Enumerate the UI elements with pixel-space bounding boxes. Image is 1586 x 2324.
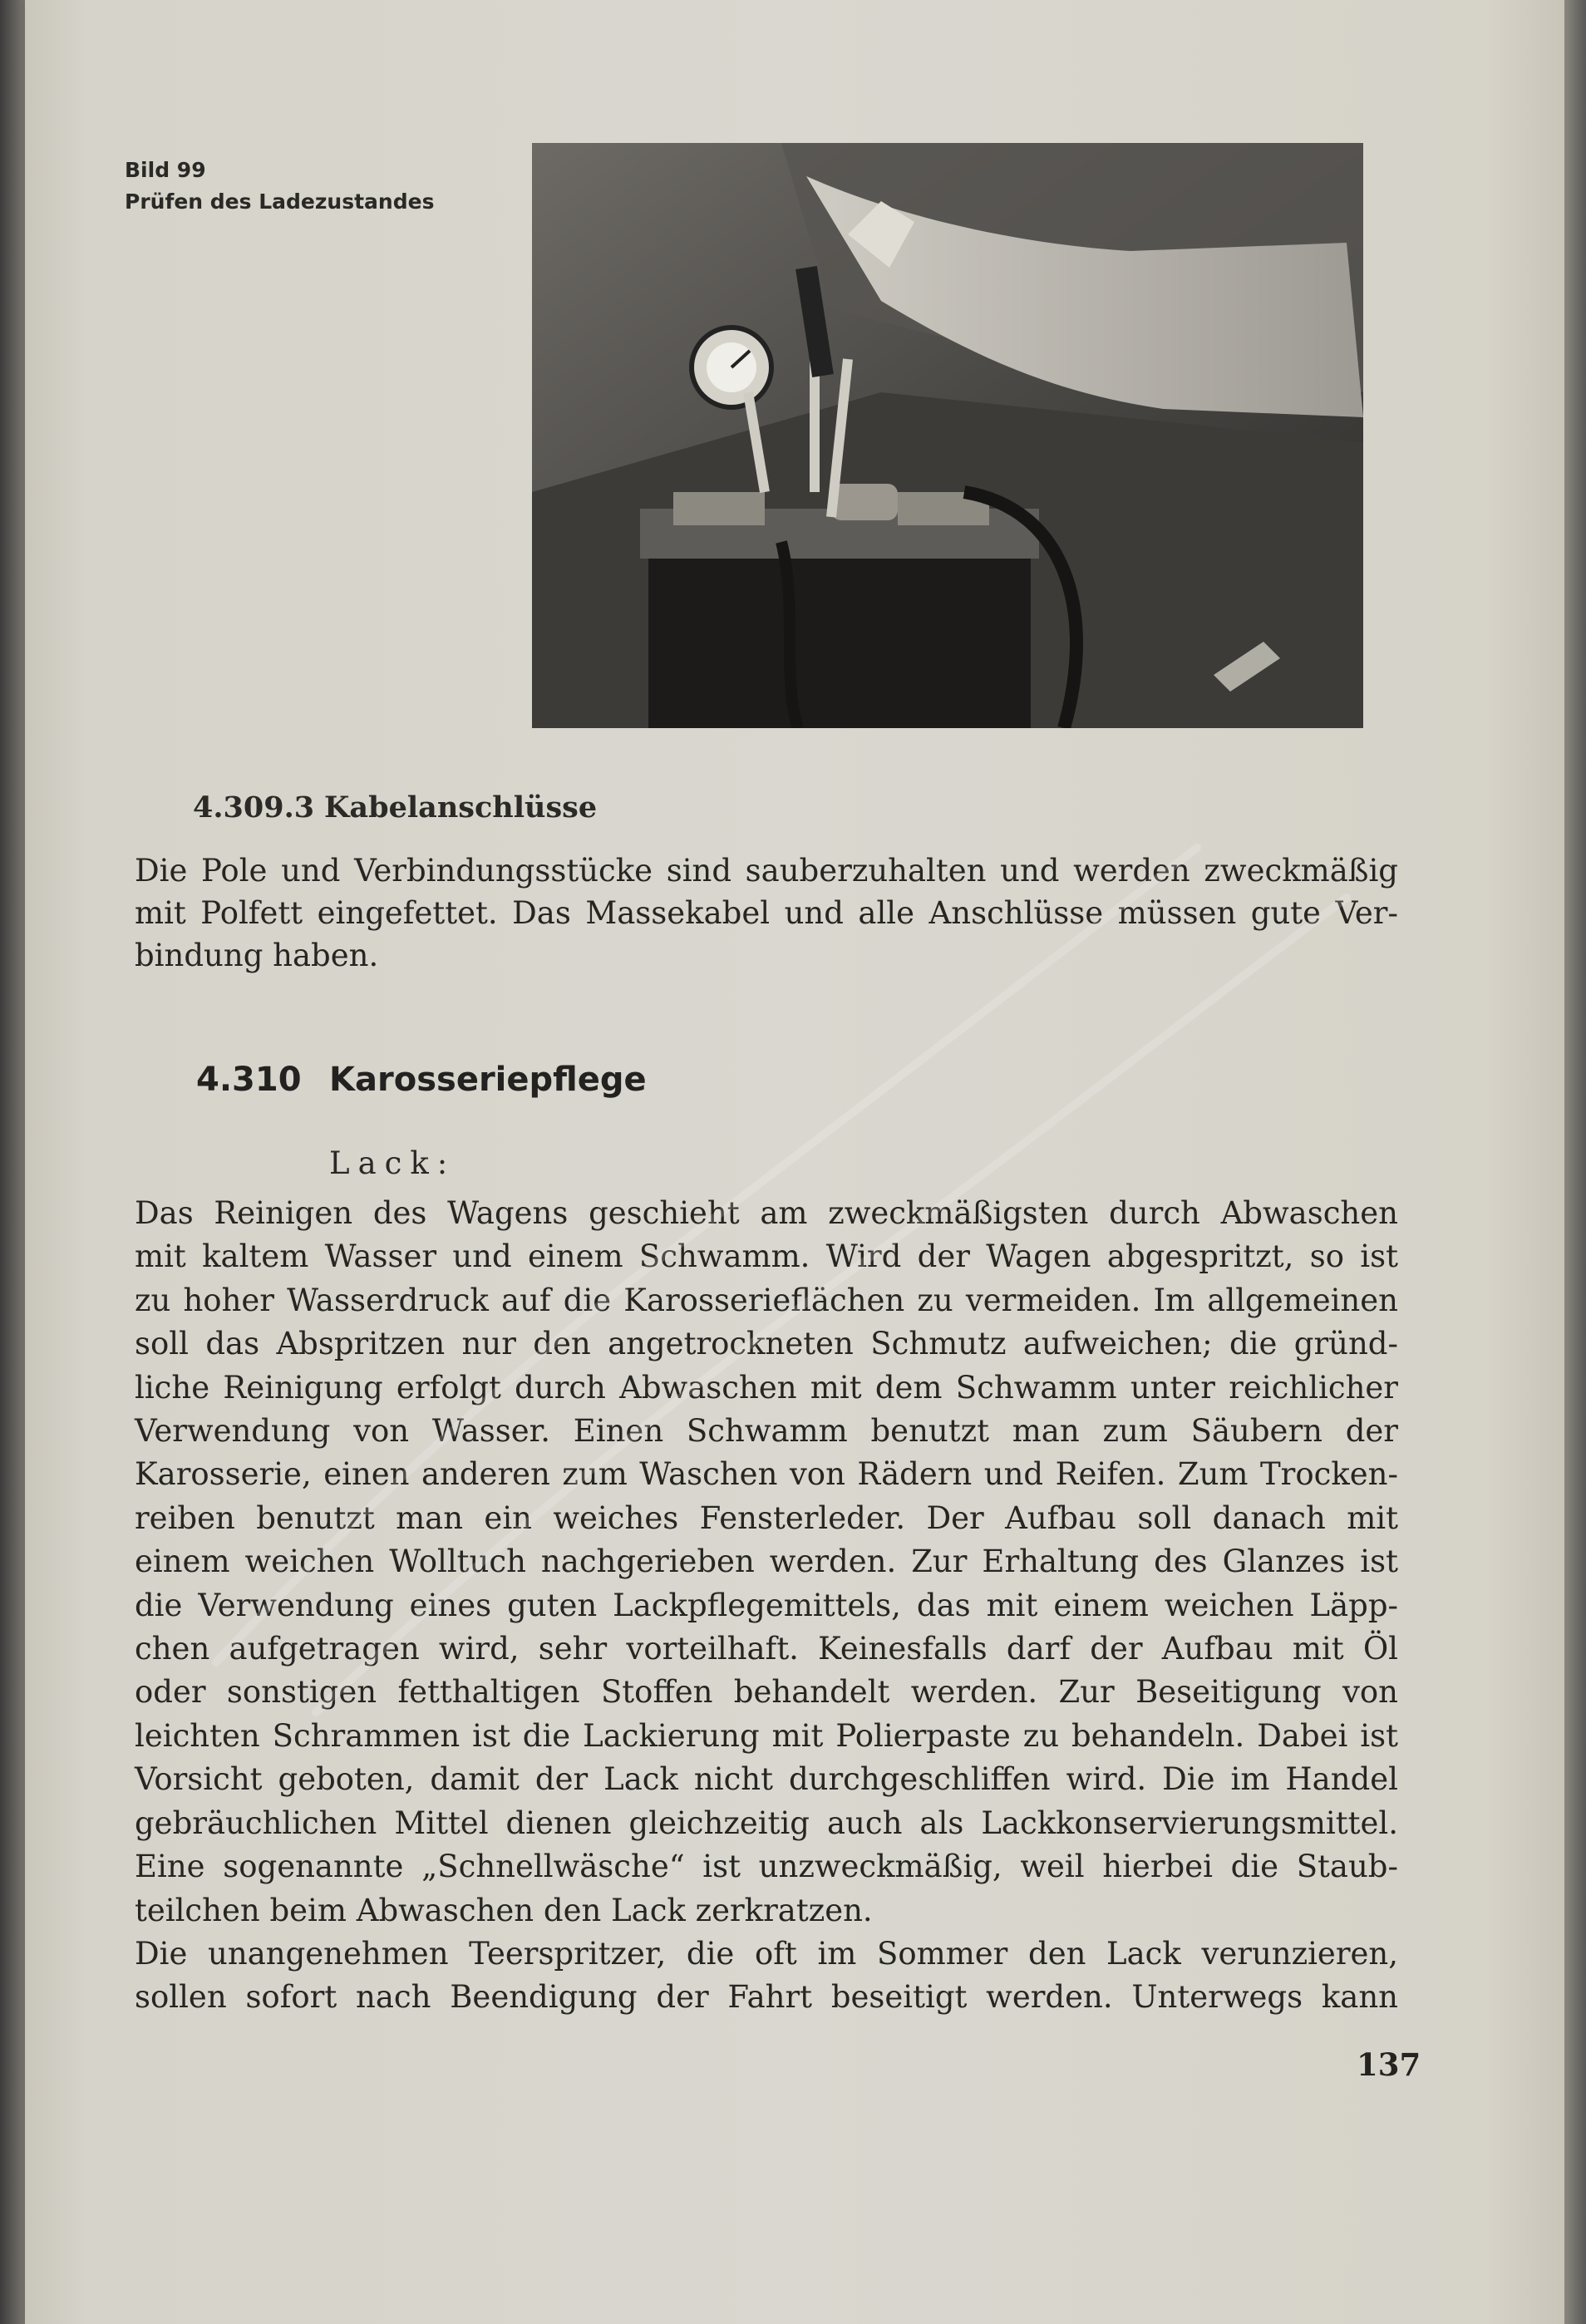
text-line: Die unangenehmen Teerspritzer, die oft im Sommer den Lack verunzieren, <box>135 1935 1398 1972</box>
page-number: 137 <box>1357 2046 1421 2083</box>
text-line: gebräuchlichen Mittel dienen gleichzeitig auch als Lackkonservierungsmittel. <box>135 1805 1398 1841</box>
page-edge <box>1564 0 1586 2324</box>
text-line: Karosserie, einen anderen zum Waschen von Rädern und Reifen. Zum Trocken- <box>135 1456 1398 1493</box>
text-line: Verwendung von Wasser. Einen Schwamm benutzt man zum Säubern der <box>135 1413 1398 1450</box>
text-line: Die Pole und Verbindungsstücke sind sauberzuhalten und werden zweckmäßig <box>135 853 1398 889</box>
battery-tester-illustration <box>532 143 1363 728</box>
section-number: 4.310 <box>196 1061 302 1099</box>
text-line: Das Reinigen des Wagens geschieht am zweckmäßigsten durch Abwaschen <box>135 1195 1398 1231</box>
text-line: einem weichen Wolltuch nachgerieben werden. Zur Erhaltung des Glanzes ist <box>135 1544 1398 1580</box>
subsection-title: Kabelanschlüsse <box>324 790 598 825</box>
text-line: soll das Abspritzen nur den angetrockneten Schmutz aufweichen; die gründ- <box>135 1326 1398 1362</box>
section-heading <box>196 1061 647 1099</box>
figure-photo-battery-test <box>532 143 1363 728</box>
figure-label: Bild 99 <box>125 158 206 182</box>
text-line: sollen sofort nach Beendigung der Fahrt beseitigt werden. Unterwegs kann <box>135 1979 1398 2016</box>
subsection-heading <box>193 790 597 825</box>
text-line: chen aufgetragen wird, sehr vorteilhaft. Keinesfalls darf der Aufbau mit Öl <box>135 1631 1398 1667</box>
text-line: leichten Schrammen ist die Lackierung mit Polierpaste zu behandeln. Dabei ist <box>135 1717 1398 1754</box>
text-line: zu hoher Wasserdruck auf die Karosserieflächen zu vermeiden. Im allgemeinen <box>135 1282 1398 1318</box>
figure-caption <box>125 155 490 218</box>
text-line: Eine sogenannte „Schnellwäsche“ ist unzweckmäßig, weil hierbei die Staub- <box>135 1849 1398 1885</box>
figure-caption-text: Prüfen des Ladezustandes <box>125 190 435 214</box>
text-line: die Verwendung eines guten Lackpflegemittels, das mit einem weichen Läpp- <box>135 1587 1398 1623</box>
text-line: oder sonstigen fetthaltigen Stoffen behandelt werden. Zur Beseitigung von <box>135 1674 1398 1711</box>
text-line: mit Polfett eingefettet. Das Massekabel und alle Anschlüsse müssen gute Ver- <box>135 895 1398 931</box>
text-line: Vorsicht geboten, damit der Lack nicht durchgeschliffen wird. Die im Handel <box>135 1761 1398 1798</box>
text-line: mit kaltem Wasser und einem Schwamm. Wird der Wagen abgespritzt, so ist <box>135 1238 1398 1275</box>
subsection-number: 4.309.3 <box>193 790 315 825</box>
text-line: reiben benutzt man ein weiches Fensterleder. Der Aufbau soll danach mit <box>135 1499 1398 1536</box>
section-title: Karosseriepflege <box>329 1061 647 1099</box>
text-line: bindung haben. <box>135 938 379 973</box>
section-subheading: Lack: <box>329 1145 456 1181</box>
text-line: teilchen beim Abwaschen den Lack zerkratzen. <box>135 1892 873 1928</box>
section-paragraph <box>135 1192 1398 2020</box>
subsection-paragraph <box>135 849 1398 977</box>
text-line: liche Reinigung erfolgt durch Abwaschen mit dem Schwamm unter reichlicher <box>135 1369 1398 1406</box>
